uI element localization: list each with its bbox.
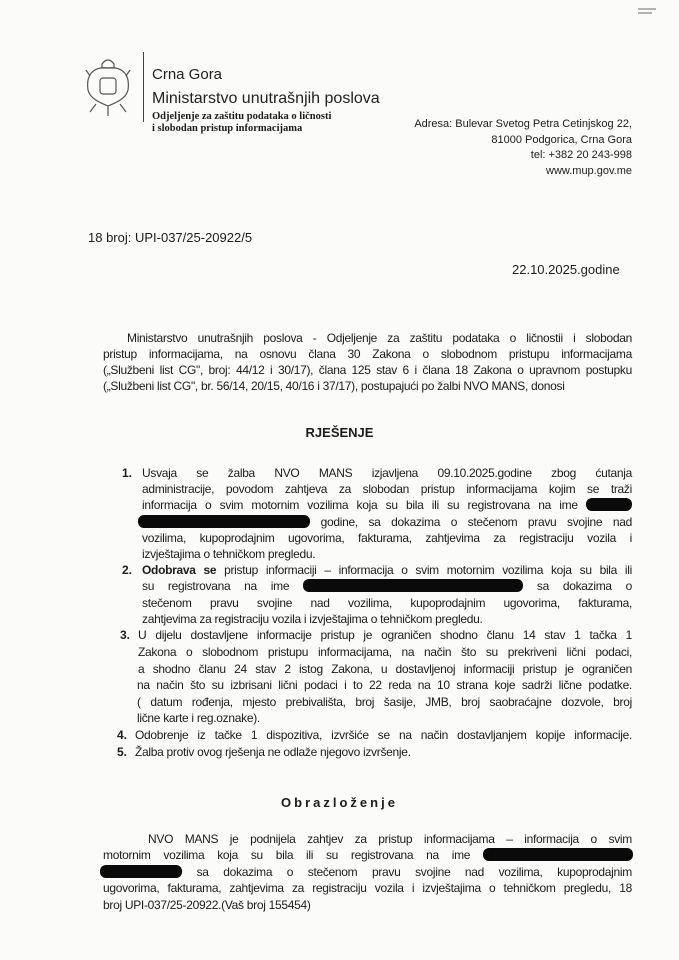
item-text: godine, sa dokazima o stečenom pravu svojine nad: [320, 515, 632, 529]
item-line: izvještajima o tehničkom pregledu.: [142, 547, 316, 561]
redaction: [303, 579, 523, 592]
reasoning-line: ugovorima, fakturama, zahtjevima za registraciju vozila i izvještajima o tehničkom pregledu, 18: [103, 881, 632, 895]
redaction: [586, 498, 632, 511]
item-line: [142, 578, 632, 594]
redaction: [483, 848, 633, 861]
item-line: U dijelu dostavljene informacije pristup je ograničen shodno članu 14 stav 1 tačka 1: [138, 628, 632, 642]
country-name: Crna Gora: [152, 66, 223, 83]
reference-number: 18 broj: UPI-037/25-20922/5: [88, 230, 253, 245]
address-city: 81000 Podgorica, Crna Gora: [491, 133, 632, 146]
address-phone: tel: +382 20 243-998: [530, 149, 632, 161]
address-line: Adresa: Bulevar Svetog Petra Cetinjskog 22,: [414, 118, 632, 130]
address-block: [414, 117, 632, 179]
item-number: 1.: [122, 466, 133, 480]
item-line: zahtjevima za registraciju vozila i izvještajima o tehničkom pregledu.: [142, 612, 483, 626]
item-text: informacija o svim motornim vozilima koja su bila ili su registrovana na ime: [142, 498, 578, 512]
item-line: lične karte i reg.oznake).: [137, 711, 260, 725]
item-line: [138, 514, 632, 530]
reasoning-line: broj UPI-037/25-20922.(Vaš broj 155454): [103, 898, 311, 912]
redaction: [100, 865, 182, 878]
reasoning-title: Obrazloženje: [281, 795, 398, 810]
address-website: www.mup.gov.me: [546, 164, 632, 177]
department-line: Odjeljenje za zaštitu podataka o ličnosti: [152, 111, 332, 122]
item-number: 2.: [122, 563, 133, 577]
item-line: na način što su izbrisani lični podaci i to 22 reda na 10 strana koje sadrži lične podatke.: [137, 678, 632, 692]
reasoning-line: [100, 864, 632, 880]
intro-line: („Službeni list CG", br. 56/14, 20/15, 40/16 i 37/17), postupajući po žalbi NVO MANS, donosi: [103, 379, 565, 393]
reasoning-line: NVO MANS je podnijela zahtjev za pristup informacijama – informacija o svim: [148, 832, 632, 846]
item-number: 5.: [117, 745, 128, 759]
decision-title: RJEŠENJE: [305, 425, 374, 440]
reasoning-text: motornim vozilima koja su bila ili su registrovana na ime: [103, 848, 471, 862]
item-line: a shodno članu 24 stav 2 istog Zakona, u dostavljenoj informaciji pristup je ograničen: [138, 662, 632, 676]
intro-line: Ministarstvo unutrašnjih poslova - Odjeljenje za zaštitu podataka o ličnostii i slobodan: [127, 331, 632, 345]
document-date: 22.10.2025.godine: [512, 262, 620, 277]
item-line: ( datum rođenja, mjesto prebivališta, broj šasije, JMB, broj saobraćajne dozvole, broj: [137, 695, 632, 709]
intro-line: pristup informacijama, na osnovu člana 30 Zakona o slobodnom pristupu informacijama: [103, 347, 632, 361]
department-name: [152, 111, 331, 135]
item-line: Žalba protiv ovog rješenja ne odlaže njegovo izvršenje.: [135, 745, 411, 759]
ministry-name: Ministarstvo unutrašnjih poslova: [152, 90, 380, 107]
redaction: [138, 515, 310, 528]
intro-line: („Službeni list CG", broj: 44/12 i 30/17), člana 125 stav 6 i člana 18 Zakona o upravnom postupku: [103, 363, 632, 377]
item-bold: Odobrava se: [142, 563, 217, 577]
item-number: 4.: [117, 728, 128, 742]
reasoning-line: [103, 847, 633, 863]
item-text: su registrovana na ime: [142, 579, 290, 593]
item-line: stečenom pravu svojine nad vozilima, kupoprodajnim ugovorima, fakturama,: [142, 596, 632, 610]
department-line: i slobodan pristup informacijama: [152, 123, 303, 134]
item-line: Usvaja se žalba NVO MANS izjavljena 09.10.2025.godine zbog ćutanja: [142, 466, 632, 480]
reasoning-text: sa dokazima o stečenom pravu svojine nad vozilima, kupoprodajnim: [196, 865, 632, 879]
item-line: administracije, povodom zahtjeva za slobodan pristup informacijama kojim se traži: [142, 482, 632, 496]
header-divider: [143, 52, 144, 122]
coat-of-arms-icon: [82, 56, 134, 118]
scan-mark-icon: [636, 6, 658, 16]
item-line: Zakona o slobodnom pristupu informacijama, na način što su prekriveni lični podaci,: [138, 645, 632, 659]
item-number: 3.: [120, 628, 131, 642]
item-line: Odobrenje iz tačke 1 dispozitiva, izvršiće se na način dostavljanjem kopije informacije.: [135, 728, 632, 742]
item-text: sa dokazima o: [536, 579, 632, 593]
item-line: [142, 562, 632, 578]
item-line: vozilima, kupoprodajnim ugovorima, fakturama, zahtjevima za registraciju vozila i: [142, 531, 632, 545]
item-text: pristup informaciji – informacija o svim motornim vozilima koja su bila ili: [216, 563, 632, 577]
item-line: [142, 497, 632, 513]
